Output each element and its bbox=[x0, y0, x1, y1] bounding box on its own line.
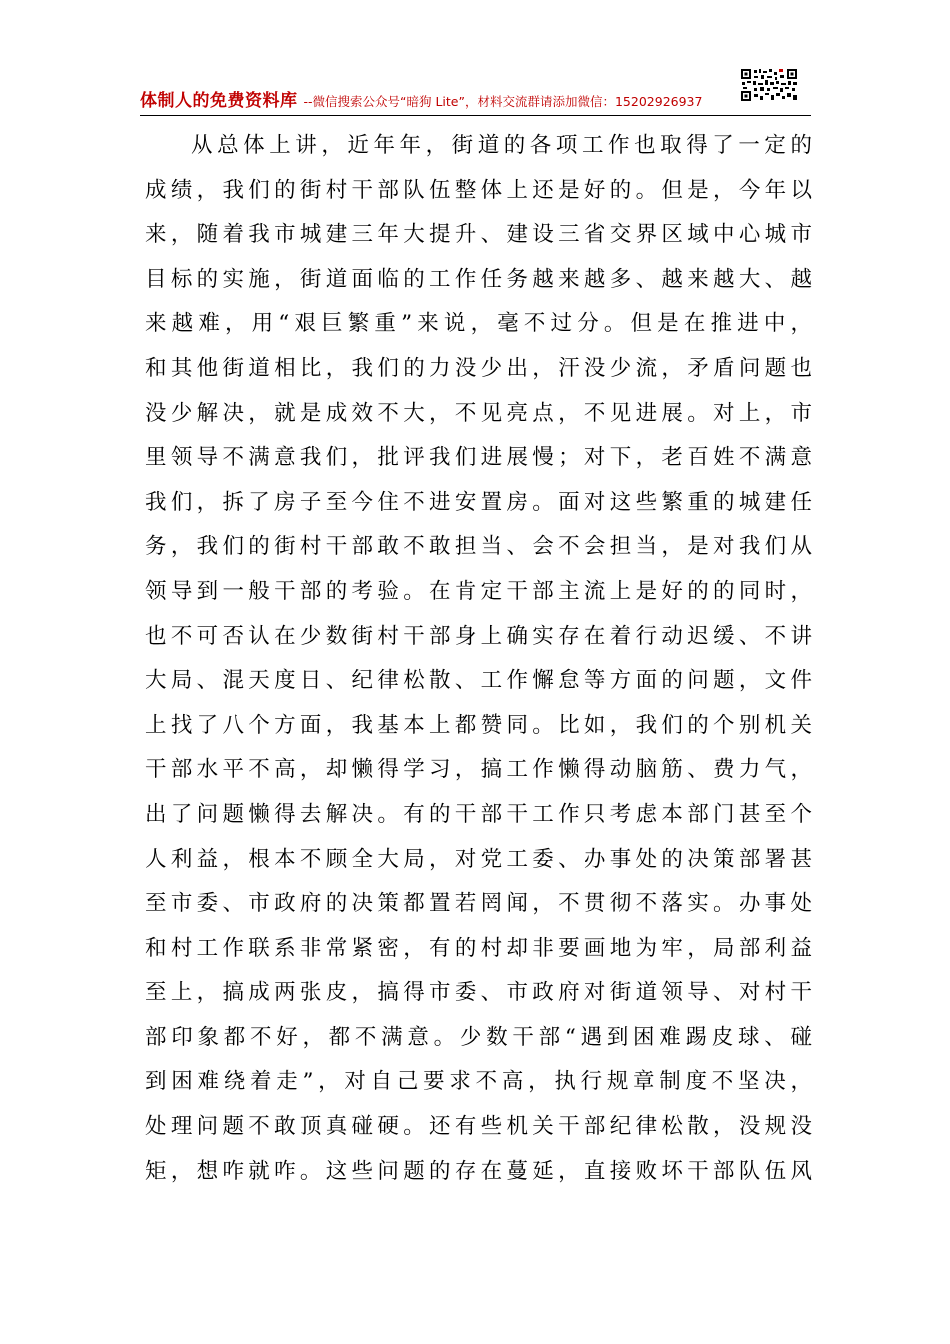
page-header bbox=[140, 86, 740, 112]
document-body bbox=[145, 124, 812, 1194]
paragraph-line: 没少解决，就是成效不大，不见亮点，不见进展。对上，市 bbox=[145, 400, 812, 426]
paragraph-line: 处理问题不敢顶真碰硬。还有些机关干部纪律松散，没规没 bbox=[145, 1114, 812, 1140]
paragraph-line: 来越难，用“艰巨繁重”来说，毫不过分。但是在推进中， bbox=[145, 311, 812, 337]
header-divider bbox=[140, 115, 811, 116]
qr-code-icon bbox=[740, 68, 798, 102]
paragraph-line: 领导到一般干部的考验。在肯定干部主流上是好的的同时， bbox=[145, 578, 812, 604]
paragraph-line: 大局、混天度日、纪律松散、工作懈怠等方面的问题，文件 bbox=[145, 668, 812, 694]
header-subtitle: --微信搜索公众号“暗狗 Lite”，材料交流群请添加微信：15202926937 bbox=[303, 94, 703, 109]
paragraph-line: 里领导不满意我们，批评我们进展慢；对下，老百姓不满意 bbox=[145, 445, 812, 471]
paragraph-line: 上找了八个方面，我基本上都赞同。比如，我们的个别机关 bbox=[145, 712, 812, 738]
paragraph-line: 来，随着我市城建三年大提升、建设三省交界区域中心城市 bbox=[145, 222, 812, 248]
paragraph-line: 出了问题懒得去解决。有的干部干工作只考虑本部门甚至个 bbox=[145, 801, 812, 827]
paragraph-line: 至市委、市政府的决策都置若罔闻，不贯彻不落实。办事处 bbox=[145, 891, 812, 917]
paragraph-line: 成绩，我们的街村干部队伍整体上还是好的。但是，今年以 bbox=[145, 177, 812, 203]
paragraph-line: 从总体上讲，近年年，街道的各项工作也取得了一定的 bbox=[191, 133, 812, 158]
paragraph-line: 也不可否认在少数街村干部身上确实存在着行动迟缓、不讲 bbox=[145, 623, 812, 649]
paragraph-line: 和村工作联系非常紧密，有的村却非要画地为牢，局部利益 bbox=[145, 935, 812, 961]
paragraph-line: 部印象都不好，都不满意。少数干部“遇到困难踢皮球、碰 bbox=[145, 1024, 812, 1050]
brand-title: 体制人的免费资料库 bbox=[140, 91, 298, 111]
paragraph-line: 务，我们的街村干部敢不敢担当、会不会担当，是对我们从 bbox=[145, 534, 812, 560]
paragraph-line: 干部水平不高，却懒得学习，搞工作懒得动脑筋、费力气， bbox=[145, 757, 812, 783]
paragraph-line: 至上，搞成两张皮，搞得市委、市政府对街道领导、对村干 bbox=[145, 980, 812, 1006]
paragraph-line: 目标的实施，街道面临的工作任务越来越多、越来越大、越 bbox=[145, 266, 812, 292]
paragraph-line: 和其他街道相比，我们的力没少出，汗没少流，矛盾问题也 bbox=[145, 355, 812, 381]
paragraph-line: 我们，拆了房子至今住不进安置房。面对这些繁重的城建任 bbox=[145, 489, 812, 515]
paragraph-line: 矩，想咋就咋。这些问题的存在蔓延，直接败坏干部队伍风 bbox=[145, 1158, 812, 1184]
paragraph-line: 到困难绕着走”，对自己要求不高，执行规章制度不坚决， bbox=[145, 1069, 812, 1095]
paragraph-line: 人利益，根本不顾全大局，对党工委、办事处的决策部署甚 bbox=[145, 846, 812, 872]
